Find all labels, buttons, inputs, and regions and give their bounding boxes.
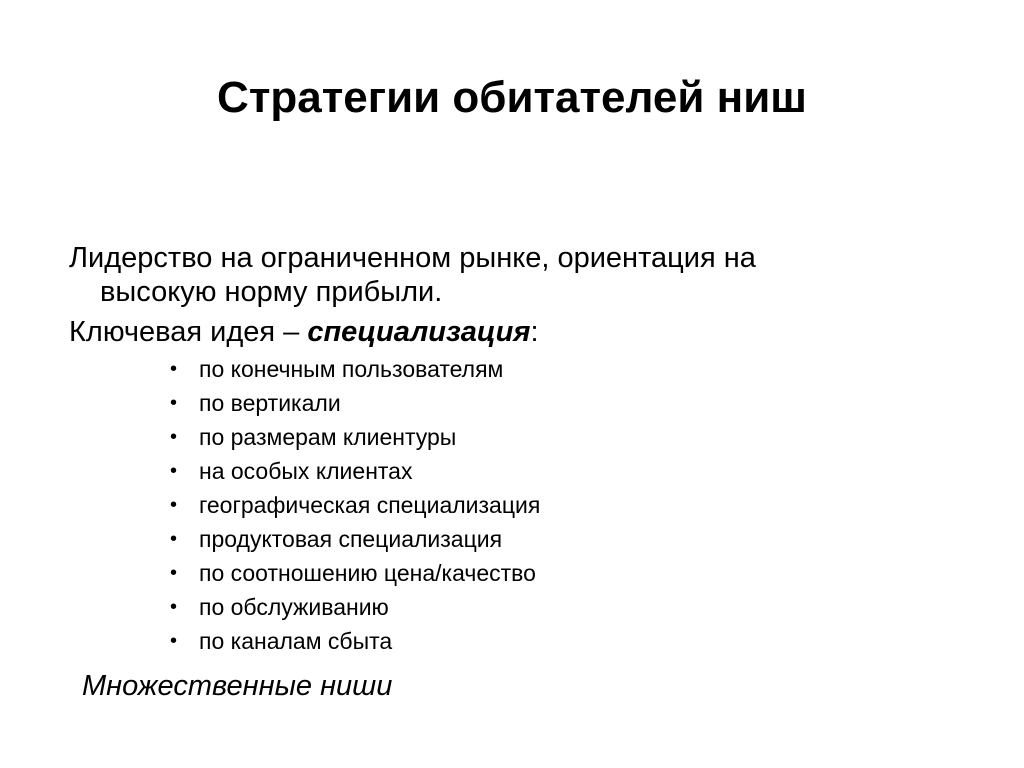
list-item xyxy=(170,454,540,488)
list-item xyxy=(170,590,540,624)
leadership-paragraph xyxy=(69,241,969,309)
list-item xyxy=(170,352,540,386)
list-item xyxy=(170,556,540,590)
list-item-label: по вертикали xyxy=(199,390,341,416)
bullet-icon: • xyxy=(170,562,178,584)
list-item-label: по соотношению цена/качество xyxy=(199,560,536,586)
multiple-niches-note: Множественные ниши xyxy=(82,670,393,702)
bullet-icon: • xyxy=(170,630,178,652)
bullet-icon: • xyxy=(170,358,178,380)
list-item-label: по размерам клиентуры xyxy=(199,424,457,450)
list-item xyxy=(170,624,540,658)
leadership-line-2: высокую норму прибыли. xyxy=(100,276,443,308)
list-item-label: по каналам сбыта xyxy=(199,628,393,654)
list-item xyxy=(170,488,540,522)
bullet-icon: • xyxy=(170,596,178,618)
key-idea-suffix: : xyxy=(530,316,539,348)
key-idea-prefix: Ключевая идея – xyxy=(69,316,308,348)
list-item-label: на особых клиентах xyxy=(199,458,413,484)
key-idea-emphasis: специализация xyxy=(307,316,531,348)
list-item xyxy=(170,386,540,420)
list-item-label: продуктовая специализация xyxy=(199,526,503,552)
specialization-list xyxy=(170,352,540,658)
bullet-icon: • xyxy=(170,426,178,448)
bullet-icon: • xyxy=(170,494,178,516)
bullet-icon: • xyxy=(170,528,178,550)
bullet-icon: • xyxy=(170,392,178,414)
slide-title: Стратегии обитателей ниш xyxy=(217,73,807,122)
list-item-label: по конечным пользователям xyxy=(199,356,504,382)
bullet-icon: • xyxy=(170,460,178,482)
list-item xyxy=(170,522,540,556)
leadership-line-1: Лидерство на ограниченном рынке, ориентация на xyxy=(69,242,756,274)
list-item xyxy=(170,420,540,454)
list-item-label: по обслуживанию xyxy=(199,594,389,620)
list-item-label: географическая специализация xyxy=(199,492,541,518)
key-idea-paragraph xyxy=(69,315,969,349)
